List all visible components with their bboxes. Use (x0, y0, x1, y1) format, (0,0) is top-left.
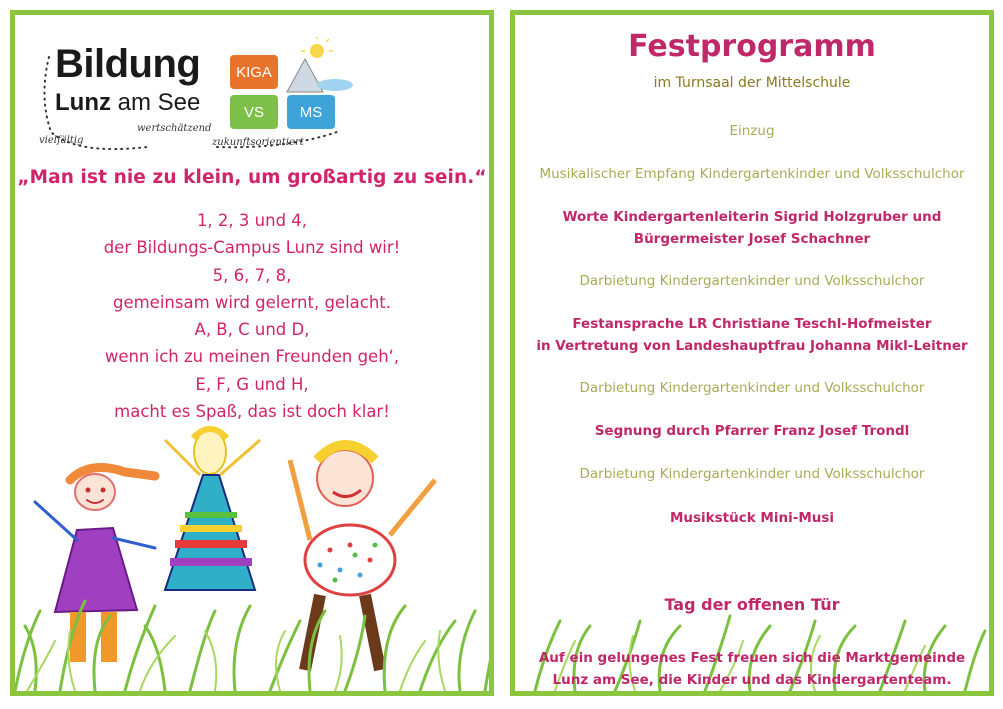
open-house-heading: Tag der offenen Tür (664, 595, 840, 614)
flyer-right-page (510, 10, 994, 696)
program-item-darbietung-1: Darbietung Kindergartenkinder und Volksschulchor (579, 273, 925, 289)
program-item-darbietung-3: Darbietung Kindergartenkinder und Volksschulchor (579, 466, 925, 482)
flyer-left-page (10, 10, 494, 696)
program-subtitle: im Turnsaal der Mittelschule (653, 75, 851, 91)
program-item-line: Bürgermeister Josef Schachner (633, 231, 871, 247)
poem-line: E, F, G und H, (195, 374, 309, 394)
bildung-lunz-logo (37, 37, 357, 152)
program-item-worte (515, 206, 989, 250)
program-item-segnung: Segnung durch Pfarrer Franz Josef Trondl (594, 423, 910, 439)
poem-line: A, B, C und D, (194, 320, 310, 340)
program-item-line: Festansprache LR Christiane Teschl-Hofmeister (572, 316, 932, 332)
grass-decoration (15, 571, 494, 691)
program-title: Festprogramm (628, 29, 876, 64)
closing-line: Auf ein gelungenes Fest freuen sich die Marktgemeinde (538, 650, 966, 666)
program-item-empfang: Musikalischer Empfang Kindergartenkinder und Volksschulchor (539, 166, 965, 182)
puzzle-kiga: KIGA (230, 55, 278, 89)
logo-title: Bildung (55, 42, 201, 86)
program-item-musikstueck: Musikstück Mini-Musi (669, 510, 835, 526)
program-item-einzug: Einzug (729, 123, 775, 139)
program-item-darbietung-2: Darbietung Kindergartenkinder und Volksschulchor (579, 380, 925, 396)
puzzle-ms: MS (287, 95, 335, 129)
poem-line: macht es Spaß, das ist doch klar! (114, 402, 390, 422)
program-item-line: in Vertretung von Landeshauptfrau Johanna Mikl-Leitner (536, 338, 968, 354)
closing-line: Lunz am See, die Kinder und das Kindergartenteam. (552, 672, 952, 688)
poem-line: 5, 6, 7, 8, (212, 265, 292, 285)
poem-line: 1, 2, 3 und 4, (196, 211, 308, 230)
motto-quote: „Man ist nie zu klein, um großartig zu sein.“ (17, 167, 487, 188)
puzzle-vs: VS (230, 95, 278, 129)
child-drawing-middle (165, 429, 260, 590)
logo-tag-mid: wertschätzend (137, 123, 212, 134)
poem-line: gemeinsam wird gelernt, gelacht. (112, 292, 392, 312)
poem (15, 207, 489, 425)
logo-tag-left: vielfältig (39, 135, 84, 146)
poem-line: wenn ich zu meinen Freunden geh‘, (104, 347, 400, 367)
poem-line: der Bildungs-Campus Lunz sind wir! (103, 238, 401, 258)
program-item-festansprache (515, 313, 989, 357)
logo-tag-right: zukunftsorientiert (212, 137, 304, 148)
logo-subtitle: Lunz am See (55, 89, 201, 116)
program-item-line: Worte Kindergartenleiterin Sigrid Holzgruber und (562, 209, 942, 225)
closing-text (515, 647, 989, 691)
sun-mountain-icon (285, 37, 355, 97)
